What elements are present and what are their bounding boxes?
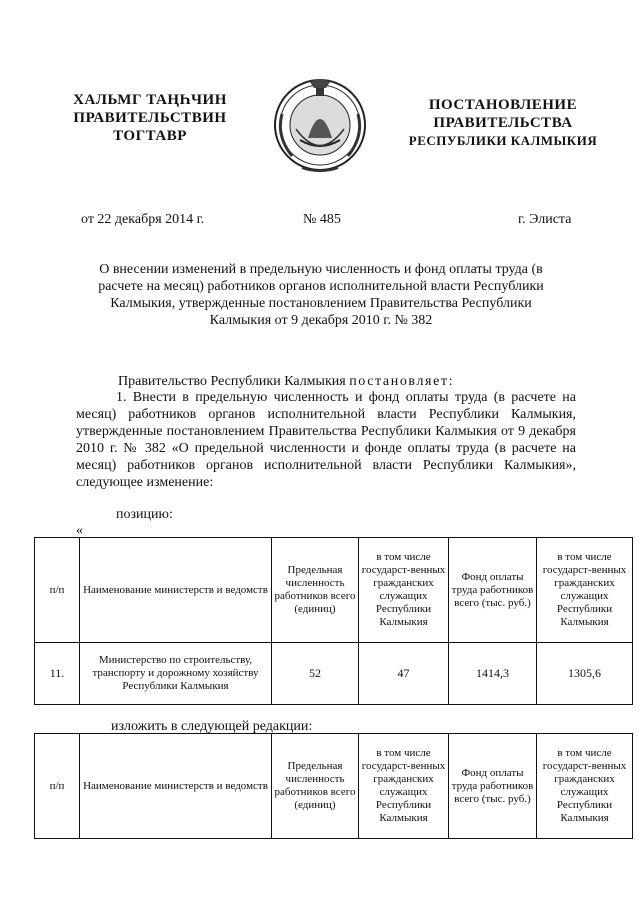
coat-of-arms-emblem (270, 74, 370, 176)
header-left-kalmyk (62, 91, 238, 145)
header-left-line: ХАЛЬМГ ТАҢҺЧИН (73, 92, 227, 108)
table-new-position (34, 733, 633, 839)
header-right-line: РЕСПУБЛИКИ КАЛМЫКИЯ (408, 133, 598, 148)
row-civil-fund: 1305,6 (537, 643, 633, 705)
document-city: г. Элиста (518, 212, 572, 227)
title-line: Калмыкия, утвержденные постановлением Правительства Республики (110, 296, 532, 311)
header-left-line: ТОГТАВР (113, 128, 187, 144)
header-right-line: ПОСТАНОВЛЕНИЕ (428, 97, 578, 113)
col-header-total-staff: Предельная численность работников всего (единиц) (272, 734, 359, 839)
title-line: Калмыкия от 9 декабря 2010 г. № 382 (209, 313, 433, 328)
title-line: О внесении изменений в предельную численность и фонд оплаты труда (в (99, 262, 543, 277)
col-header-civil-fund: в том числе государст-венных гражданских служащих Республики Калмыкия (537, 538, 633, 643)
header-left-line: ПРАВИТЕЛЬСТВИН (73, 110, 227, 126)
col-header-number: п/п (35, 734, 80, 839)
table-row (35, 643, 633, 705)
intro-verb: постановляет: (349, 374, 455, 389)
col-header-total-fund: Фонд оплаты труда работников всего (тыс. руб.) (449, 734, 537, 839)
table-header-row (35, 538, 633, 643)
col-header-total-staff: Предельная численность работников всего (единиц) (272, 538, 359, 643)
row-ministry-name: Министерство по строительству, транспорту и дорожному хозяйству Республики Калмыкия (80, 643, 272, 705)
col-header-name: Наименование министерств и ведомств (80, 538, 272, 643)
header-right-line: ПРАВИТЕЛЬСТВА (433, 115, 573, 131)
col-header-number: п/п (35, 538, 80, 643)
title-line: расчете на месяц) работников органов исполнительной власти Республики (98, 279, 544, 294)
document-number: № 485 (303, 212, 341, 227)
emblem-icon (270, 74, 370, 176)
row-total-fund: 1414,3 (449, 643, 537, 705)
header-right-russian (408, 96, 598, 150)
table-header-row (35, 734, 633, 839)
table-current-position (34, 537, 633, 705)
row-number: 11. (35, 643, 80, 705)
intro-text: Правительство Республики Калмыкия (118, 374, 346, 389)
document-title (68, 261, 574, 329)
item-1-paragraph: 1. Внести в предельную численность и фонд оплаты труда (в расчете на месяц) работников органов исполнительной власти Республики Калмыкия, утвержденные постановлением Правительства Республики Калмыкия от 9 декабря 2010 г. № 382 «О предельной численности и фонде оплаты труда (в расчете на месяц) работников органов исполнительной власти Республики Калмыкия», следующее изменение: (76, 390, 576, 490)
col-header-civil-staff: в том числе государст-венных гражданских служащих Республики Калмыкия (359, 538, 449, 643)
col-header-total-fund: Фонд оплаты труда работников всего (тыс. руб.) (449, 538, 537, 643)
col-header-civil-staff: в том числе государст-венных гражданских служащих Республики Калмыкия (359, 734, 449, 839)
col-header-name: Наименование министерств и ведомств (80, 734, 272, 839)
open-quote: « (76, 523, 83, 538)
row-total-staff: 52 (272, 643, 359, 705)
row-civil-staff: 47 (359, 643, 449, 705)
restate-label: изложить в следующей редакции: (111, 719, 313, 734)
position-label: позицию: (116, 507, 173, 522)
col-header-civil-fund: в том числе государст-венных гражданских служащих Республики Калмыкия (537, 734, 633, 839)
intro-paragraph (118, 373, 454, 390)
document-date: от 22 декабря 2014 г. (81, 212, 205, 227)
